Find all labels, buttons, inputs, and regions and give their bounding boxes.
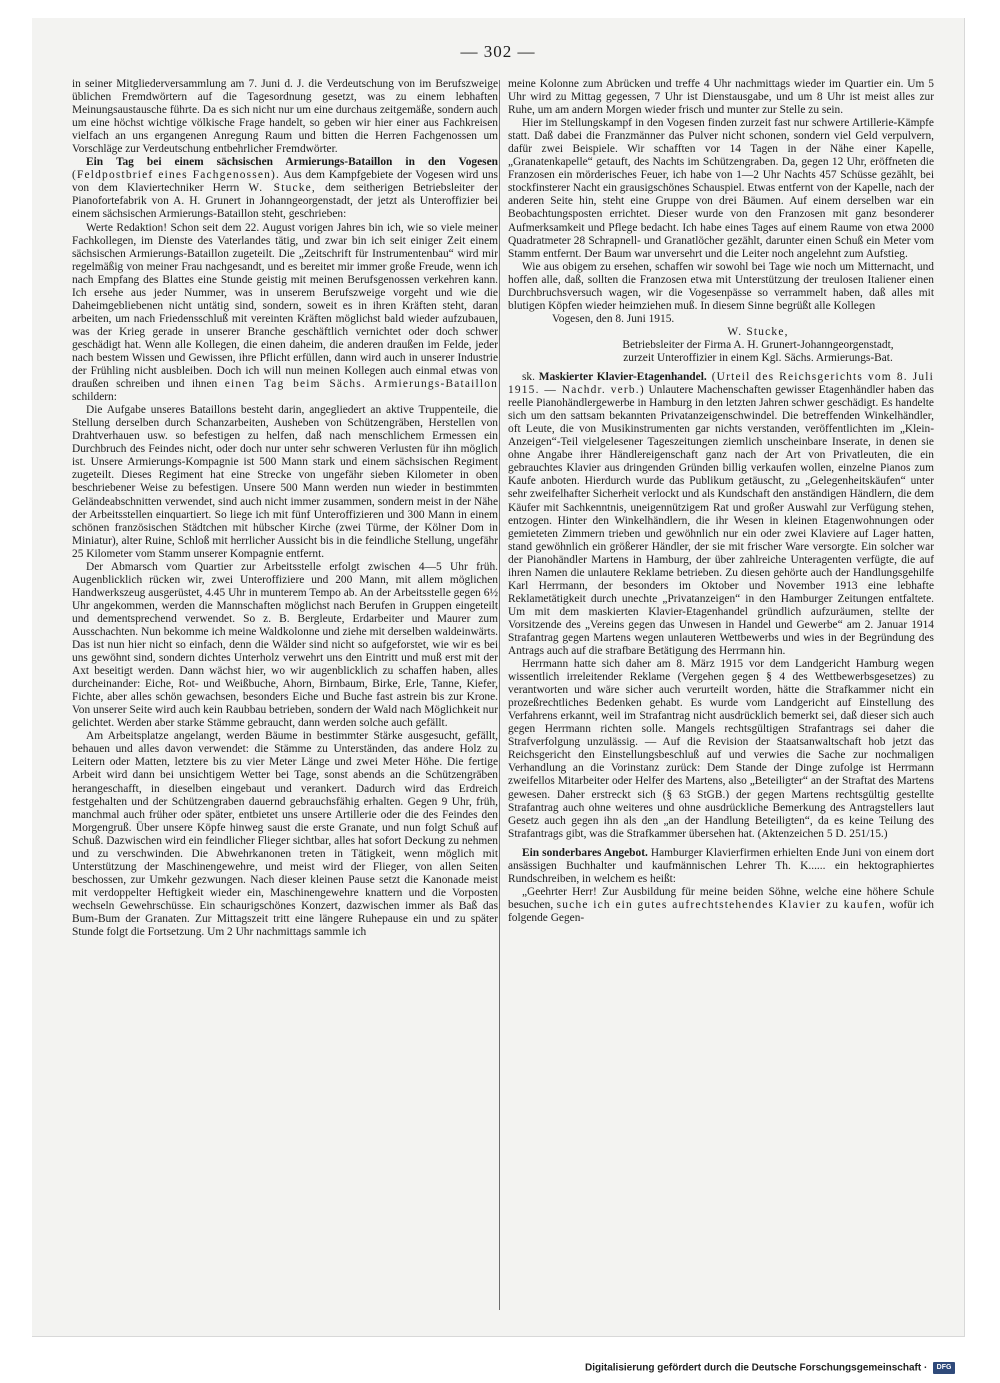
dateline: Vogesen, den 8. Juni 1915. [552, 312, 675, 325]
text-run: wofür ich folgende Gegen- [508, 898, 934, 924]
footer-text: Digitalisierung gefördert durch die Deutsche Forschungsgemeinschaft [585, 1362, 922, 1374]
text-run: Aus dem Kampfgebiete der Vogesen wird uns von dem Klaviertechniker Herrn [72, 169, 498, 195]
article-heading: Ein Tag bei einem sächsischen Armierungs-Bataillon in den Vogesen [86, 156, 498, 169]
article-paragraph [508, 847, 934, 886]
author-mark: sk. [522, 371, 539, 384]
emphasis: einen Tag beim Sächs. Armierungs-Bataillon [224, 378, 498, 391]
text-run: „Geehrter Herr! Zur Ausbildung für meine beiden Söhne, welche eine höhere Schule besuchen, [508, 885, 934, 911]
paragraph [508, 886, 934, 925]
paragraph: meine Kolonne zum Abrücken und treffe 4 Uhr nachmittags wieder im Quartier ein. Um 5 Uhr wird zu Mittag gegessen, 7 Uhr ist Dienstausgabe, und um 8 Uhr ist meist alles zur Ruhe, um am andern Morgen wieder frisch und munter zur Stelle zu sein. [508, 78, 934, 117]
text-run: Werte Redaktion! Schon seit dem 22. August vorigen Jahres bin ich, wie so viele meiner Fachkollegen, im Dienste des Vaterlandes tätig, und zwar bin ich seit einiger Zeit einem sächsischen Armierungs-Bataillon zugeteilt. Die „Zeitschrift für Instrumentenbau“ wird mir regelmäßig von meiner Frau nachgesandt, und es bereitet mir immer große Freude, wenn ich nach Empfang des Blattes eine Stunde geistig mit meinen Berufsgenossen verkehren kann. Ich ersehe aus jeder Nummer, was in unserem Berufszweige vorgeht und wie die Daheimgebliebenen nicht untätig sind, sondern, soweit es in ihren Kräften steht, daran arbeiten, um nach Friedensschluß mit vereinten Kräften möglichst bald wieder aufzubauen, was der Krieg gerade in unserer Branche geschäftlich vernichtet oder doch schwer geschädigt hat. Wenn alle Kollegen, die einen daheim, die anderen draußen im Felde, jeder nach bestem Wissen und Gewissen, ihre Pflicht erfüllen, dann wird auch in unserer Industrie der Frühling nicht ausbleiben. Doch ich will nun meinen Kollegen auch einmal etwas von draußen schreiben und ihnen [72, 221, 498, 391]
left-column [72, 78, 498, 1318]
dfg-logo: DFG [933, 1362, 955, 1374]
page-number: — 302 — [460, 42, 536, 61]
paragraph: Der Abmarsch vom Quartier zur Arbeitsstelle erfolgt zwischen 4—5 Uhr früh. Augenblicklich rücken wir, zwei Unteroffiziere und 200 Mann, mit allem möglichen Handwerkszeug ausgerüstet, 4.45 Uhr in munterem Tempo ab. An der Arbeitsstelle gegen 6½ Uhr angekommen, werden die Mannschaften möglichst nach Berufen in Gruppen eingeteilt und dementsprechend verwendet. So z. B. Bergleute, Erdarbeiter und Maurer zum Ausschachten. Nun bekomme ich meine Waldkolonne und ziehe mit derselben waldeinwärts. Das ist nun hier nicht so einfach, denn die Wälder sind nicht so aufgeforstet, wie wir es bei uns gewöhnt sind, sondern dichtes Unterholz verwehrt uns den Eintritt und muß erst mit der Axt beseitigt werden. Dann wächst hier, wo wir augenblicklich zu schaffen haben, alles durcheinander: Eiche, Rot- und Weißbuche, Ahorn, Birnbaum, Birke, Erle, Tanne, Kiefer, Fichte, aber alles schön gewachsen, besonders Eiche und Buche fast astrein bis zur Krone. Von unserer Seite wird auch kein Raubbau betrieben, sondern der Wald nach Möglichkeit nur gelichtet. Werden aber starke Stämme gebraucht, dann werden solche auch gefällt. [72, 560, 498, 730]
article-subheading: (Urteil des Reichsgerichts vom 8. Juli 1915. — Nachdr. verb.) [508, 371, 934, 397]
emphasis: suche ich ein gutes aufrechtstehendes Klavier zu kaufen, [556, 898, 887, 911]
signature-rank: zurzeit Unteroffizier in einem Kgl. Sächs. Armierungs-Bat. [623, 351, 893, 364]
text-run: schildern: [72, 391, 117, 404]
scanned-page [32, 18, 965, 1337]
text-run: dem seitherigen Betriebsleiter der Pianofortefabrik von A. H. Grunert in Johanngeorgenstadt, der jetzt als Unteroffizier bei einem sächsischen Armierungs-Bataillon steht, geschrieben: [72, 182, 498, 221]
paragraph: Wie aus obigem zu ersehen, schaffen wir sowohl bei Tage wie noch um Mitternacht, und hoffen alle, daß, sollten die Franzosen etwa mit Unterstützung der treulosen Italiener einen Durchbruchsversuch wagen, wir die Vogesenpässe so verrammelt haben, daß alles mit blutigen Köpfen wieder heimziehen muß. In diesem Sinne begrüßt alle Kollegen [508, 260, 934, 312]
signature-name: W. Stucke, [727, 325, 789, 338]
paragraph: Hier im Stellungskampf in den Vogesen finden zurzeit fast nur schwere Artillerie-Kämpfe statt. Daß dabei die Franzmänner das Pulver nicht schonen, sondern viel Geld verpulvern, dafür zwei Beispiele. Wir schafften vor 14 Tagen in der Nähe einer Kapelle, „Granatenkapelle“ getauft, des Nachts im Schützengraben. Da, gegen 12 Uhr, eröffneten die Franzosen ein mörderisches Feuer, ich habe von 1—2 Uhr Nachts 457 Schüsse gezählt, bei stockfinsterer Nacht ein grausigschönes Schauspiel. Etwas entfernt von der Kapelle, nach der anderen Seite hin, steht eine Gruppe von drei Bäumen. Auf einem derselben war ein Beobachtungsposten errichtet. Dieser wurde von den Franzosen mit ganz besonderer Aufmerksamkeit und Pflege bedacht. Ich habe eines Tages auf einem Raume von etwa 2000 Quadratmeter 28 Schrapnell- und Granatlöcher gezählt, darunter einen Schuß ein Meter vom Stamm entfernt. Der Baum war unversehrt und die Leiter noch angelehnt zum Aufstieg. [508, 117, 934, 260]
author-name: W. Stucke, [248, 182, 316, 195]
paragraph: Am Arbeitsplatze angelangt, werden Bäume in bestimmter Stärke ausgesucht, gefällt, behauen und alles davon verwendet: die Stämme zu Unterständen, das andere Holz zu Leitern oder Matten, letztere bis zu vier Meter Länge und zwei Meter Höhe. Die fertige Arbeit wird dann bei unsichtigem Wetter bei Tage, sonst abends an die Schützengräben herangeschafft, in dieselben eingebaut und verankert. Dadurch wird das Erdreich festgehalten und der Schützengraben dauernd gebrauchsfähig erhalten. Gegen 9 Uhr, früh, manchmal auch früher oder später, entbietet uns unsere Artillerie oder die des Feindes den Morgengruß. Über unsere Köpfe hinweg saust die erste Granate, und nun folgt Schuß auf Schuß. Dazwischen wird ein feindlicher Flieger sichtbar, alles hat sofort Deckung zu nehmen und zu verschwinden. Die Abwehrkanonen treten in Tätigkeit, wenn möglich mit Unterstützung der Maschinengewehre, und meist wird der Flieger, von allen Seiten beschossen, zur Umkehr gezwungen. Nach dieser kleinen Pause setzt die Kanonade meist mit verdoppelter Heftigkeit wieder ein, Maschinengewehre knattern und die Vorposten wechseln Gewehrschüsse. Ein schaurigschönes Konzert, dazwischen immer als Baß das Bum-Bum der Granaten. Zur Mittagszeit tritt eine längere Ruhepause ein und zu später Stunde folgt die Fortsetzung. Um 2 Uhr nachmittags sammle ich [72, 730, 498, 939]
article-paragraph [508, 371, 934, 658]
signature-title: Betriebsleiter der Firma A. H. Grunert-Johanngeorgenstadt, [622, 338, 894, 351]
paragraph: Herrmann hatte sich daher am 8. März 1915 vor dem Landgericht Hamburg wegen wissentlich irreleitender Reklame (Vergehen gegen § 4 des Wettbewerbsgesetzes) zu verantworten und wäre sicher auch verurteilt worden, hätte die Strafkammer nicht ein prozeßrechtliches Bedenken gehabt. Es wurde vom Landgericht auf Einstellung des Verfahrens erkannt, weil im Strafantrag nicht ausdrücklich bemerkt sei, daß dieser sich auch gegen Herrmann richten solle. Mangels rechtsgültigen Strafantrags sei daher die Strafverfolgung unzulässig. — Auf die Revision der Staatsanwaltschaft hob jetzt das Reichsgericht den Einstellungsbeschluß auf und verwies die Sache zur nochmaligen Verhandlung an die Vorinstanz zurück: Dem Stande der Dinge zufolge ist Herrmann zweifellos Mitarbeiter oder Helfer des Martens, also „Beteiligter“ an der Straftat des Martens gewesen. Daher erstreckt sich (§ 63 StGB.) der gegen Martens rechtsgültig gestellte Strafantrag auch ohne weiteres und ohne ausdrückliche Bemerkung des Antragstellers laut Gesetz auch gegen ihn als den „an der Handlung Beteiligten“, da es keine Teilung des Strafantrags gibt, was die Strafkammer übersehen hat. (Aktenzeichen 5 D. 251/15.) [508, 658, 934, 840]
paragraph [72, 222, 498, 405]
article-heading: Maskierter Klavier-Etagenhandel. [538, 371, 707, 384]
right-column [508, 78, 934, 1318]
footer-credit: Digitalisierung gefördert durch die Deutsche Forschungsgemeinschaft · DFG [585, 1362, 955, 1374]
paragraph: in seiner Mitgliederversammlung am 7. Juni d. J. die Verdeutschung von im Berufszweige üblichen Fremdwörtern auf die Tagesordnung gesetzt, was zu einem lebhaften Meinungsaustausche führte. Da es sich nicht nur um eine durchaus zeitgemäße, sondern auch um eine höchst wichtige völkische Frage handelt, so geben wir hier einer aus Fachkreisen vielfach an uns ergangenen Anregung Raum und bitten die Herren Fachgenossen um Vorschläge zur Verdeutschung entbehrlicher Fremdwörter. [72, 78, 498, 156]
column-divider [499, 80, 500, 1310]
paragraph: Die Aufgabe unseres Bataillons besteht darin, angegliedert an aktive Truppenteile, die Stellung derselben durch Schanzarbeiten, Ausheben von Schützengräben, Herstellen von Drahtverhauen usw. so befestigen zu helfen, daß nach menschlichem Ermessen ein Durchbruch des Feindes nicht, oder doch nur unter sehr schweren Verlusten für ihn möglich ist. Unsere Armierungs-Kompagnie ist 500 Mann stark und einem sächsischen Regiment zugeteilt. Dieses Regiment hat eine Strecke von ungefähr sieben Kilometer in oben beschriebener Weise zu befestigen. Unsere 500 Mann werden nun wieder in bestimmten Geländeabschnitten verwendet, sind auch nicht immer zusammen, sondern meist in der Nähe der Arbeitsstellen einquartiert. So liege ich mit fünf Unteroffizieren und 300 Mann in einem schönen französischen Städtchen mit hübscher Kirche (zwei Türme, der Kölner Dom in Miniatur), alter Ruine, Schloß mit herrlicher Aussicht bis in die feindliche Stellung, ungefähr 25 Kilometer vom Stamm unserer Kompagnie entfernt. [72, 404, 498, 560]
text-run: Hamburger Klavierfirmen erhielten Ende Juni von einem dort ansässigen Buchhalter und kaufmännischen Lehrer Th. K...... ein hektographiertes Rundschreiben, in welchem es heißt: [508, 846, 934, 885]
text-run: Unlautere Machenschaften gewisser Etagenhändler haben das reelle Pianohändlergewerbe in Hamburg in den letzten Jahren schwer geschädigt. Es handelte sich um den sattsam bekannten Privatanzeigenschwindel. Die betreffenden Winkelhändler, oft Leute, die von Musikinstrumenten gar nichts verstanden, veröffentlichten im „Klein-Anzeigen“-Teil vielgelesener Tageszeitungen ziemlich unscheinbare Inserate, in denen sie ohne Angabe ihrer Händlereigenschaft ganz nach der Art von Privatleuten, die ein gebrauchtes Klavier aus dringenden Gründen billig verkaufen wollen, einzelne Pianos zum Kaufe anboten. Hierdurch wurde das Publikum getäuscht, zu „Gelegenheitskäufen“ unter sehr zweifelhafter Sicherheit verlockt und als Kundschaft den anständigen Händlern, die dem Käufer mit Sachkenntnis, uneigennützigem Rat und großer Auswahl zur Verfügung stehen, entzogen. Hinter den Winkelhändlern, die ihr Wesen in kleinen Etagenwohnungen oder gemieteten Zimmern trieben und gewöhnlich nur ein oder zwei Klaviere auf Lager hatten, stand gewöhnlich ein größerer Händler, der sie mit frischer Ware versorgte. Ein solcher war der Pianohändler Martens in Hamburg, der über zahlreiche Unteragenten verfügte, die auf ihren Namen die unlautere Reklame betrieben. Zu diesen gehörte auch der Handlungsgehilfe Karl Herrmann, der besonders im Oktober und November 1913 eine lebhafte Reklametätigkeit durch unechte „Privatanzeigen“ in den Hamburger Zeitungen entfaltete. Um mit dem maskierten Klavier-Etagenhandel gründlich aufzuräumen, stellte der Vorsitzende des „Vereins gegen das Unwesen in Handel und Gewerbe“ am 2. Januar 1914 Strafantrag gegen Martens wegen unlauteren Wettbewerbs und wies in der Begründung des Antrags auch auf die strafbare Betätigung des Herrmann hin. [508, 384, 934, 658]
article-paragraph [72, 156, 498, 221]
article-subheading: (Feldpostbrief eines Fachgenossen). [72, 169, 281, 182]
article-heading: Ein sonderbares Angebot. [522, 846, 648, 859]
